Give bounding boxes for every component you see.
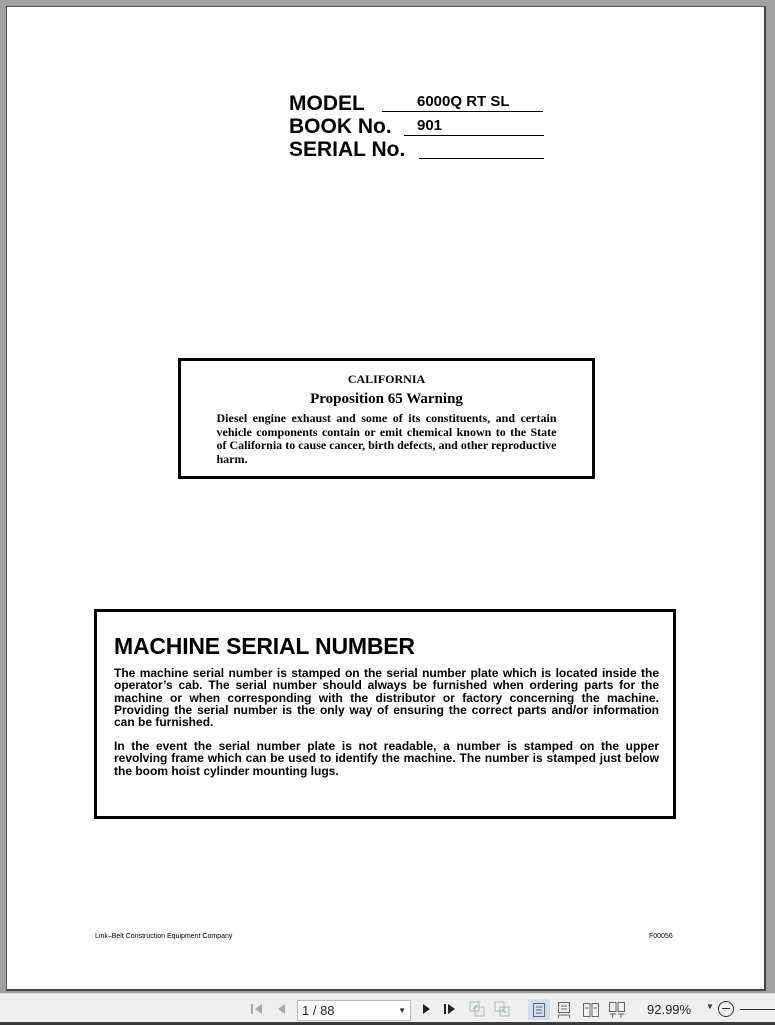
last-page-button[interactable] xyxy=(440,999,460,1019)
model-value: 6000Q RT SL xyxy=(382,93,543,112)
prop65-body: Diesel engine exhaust and some of its constituents, and certain vehicle components contain or emit chemical known to the State of California to cause cancer, birth defects, and other reproductive harm. xyxy=(216,411,557,467)
serial-value xyxy=(419,140,544,159)
serial-paragraph-1: The machine serial number is stamped on the serial number plate which is located inside the operator’s cab. The serial number should always be furnished when ordering parts for the machine or when corresponding with the distributor or factory concerning the machine. Providing the serial number is the only way of ensuring the correct parts and/or information can be furnished. xyxy=(114,666,659,730)
continuous-page-icon xyxy=(557,1002,571,1018)
next-page-icon xyxy=(419,1002,433,1016)
zoom-level[interactable]: 92.99% xyxy=(647,1002,692,1017)
zoom-dropdown-icon[interactable]: ▼ xyxy=(706,1002,714,1011)
next-view-button[interactable] xyxy=(492,999,512,1019)
serial-paragraph-2: In the event the serial number plate is not readable, a number is stamped on the upper revolving frame which can be used to identify the machine. The number is stamped just below the boom hoist cylinder mounting lugs. xyxy=(114,739,659,778)
previous-page-button[interactable] xyxy=(272,999,292,1019)
last-page-icon xyxy=(443,1002,457,1016)
continuous-facing-view-button[interactable] xyxy=(606,999,628,1020)
previous-page-icon xyxy=(275,1002,289,1016)
footer-code: F00056 xyxy=(649,933,673,940)
model-label: MODEL xyxy=(289,92,365,115)
first-page-icon xyxy=(250,1002,264,1016)
serial-label: SERIAL No. xyxy=(289,138,406,161)
header-block xyxy=(289,92,559,161)
facing-view-button[interactable] xyxy=(580,999,602,1020)
pdf-toolbar xyxy=(0,993,775,1025)
continuous-view-button[interactable] xyxy=(553,999,575,1020)
page-number-input[interactable] xyxy=(297,1000,411,1021)
serial-row xyxy=(289,138,559,161)
page-indicator: 1 / 88 xyxy=(302,1003,335,1018)
facing-pages-icon xyxy=(583,1002,599,1018)
single-page-icon xyxy=(532,1002,546,1018)
footer-company: Link–Belt Construction Equipment Company xyxy=(95,933,233,940)
model-row xyxy=(289,92,559,115)
prop65-title: CALIFORNIA xyxy=(347,372,426,386)
zoom-slider[interactable] xyxy=(740,1009,775,1010)
pdf-page xyxy=(6,6,766,991)
book-label: BOOK No. xyxy=(289,115,392,138)
book-value: 901 xyxy=(404,117,544,136)
page-dropdown-icon[interactable]: ▼ xyxy=(398,1006,406,1015)
next-view-icon xyxy=(494,1001,510,1017)
serial-section-title: MACHINE SERIAL NUMBER xyxy=(114,633,415,659)
single-page-view-button[interactable] xyxy=(528,999,550,1020)
first-page-button[interactable] xyxy=(247,999,267,1019)
book-row xyxy=(289,115,559,138)
prop65-warning-box xyxy=(178,358,595,479)
machine-serial-number-box xyxy=(94,609,676,819)
prop65-subtitle: Proposition 65 Warning xyxy=(310,391,463,407)
previous-view-button[interactable] xyxy=(467,999,487,1019)
zoom-out-icon[interactable] xyxy=(718,1001,734,1017)
continuous-facing-icon xyxy=(609,1002,625,1018)
previous-view-icon xyxy=(469,1001,485,1017)
next-page-button[interactable] xyxy=(416,999,436,1019)
